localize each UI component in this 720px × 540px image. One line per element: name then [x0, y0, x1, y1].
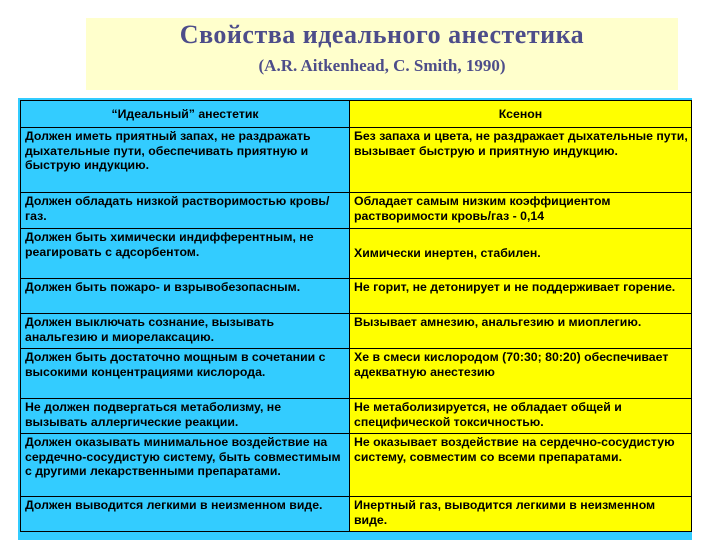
ideal-property-cell: Должен выводится легкими в неизменном виде. [21, 497, 350, 532]
ideal-property-cell: Должен выключать сознание, вызывать анальгезию и миорелаксацию. [21, 314, 350, 349]
page-subtitle: (A.R. Aitkenhead, C. Smith, 1990) [258, 56, 506, 75]
table-row [21, 128, 692, 193]
page-title: Свойства идеального анестетика [179, 20, 585, 49]
table-row [21, 399, 692, 434]
comparison-table [20, 100, 692, 532]
column-header-xenon: Ксенон [350, 101, 692, 128]
ideal-property-cell: Должен быть пожаро- и взрывобезопасным. [21, 279, 350, 314]
xenon-property-cell: Вызывает амнезию, анальгезию и миоплегию. [350, 314, 692, 349]
ideal-property-cell: Не должен подвергаться метаболизму, не вызывать аллергические реакции. [21, 399, 350, 434]
ideal-property-cell: Должен оказывать минимальное воздействие на сердечно-сосудистую систему, быть совместимым с другими лекарственными препаратами. [21, 434, 350, 497]
ideal-property-cell: Должен иметь приятный запах, не раздражать дыхательные пути, обеспечивать приятную и быструю индукцию. [21, 128, 350, 193]
ideal-property-cell: Должен обладать низкой растворимостью кровь/газ. [21, 193, 350, 229]
xenon-property-cell: Без запаха и цвета, не раздражает дыхательные пути, вызывает быструю и приятную индукцию. [350, 128, 692, 193]
xenon-property-cell: Хе в смеси кислородом (70:30; 80:20) обеспечивает адекватную анестезию [350, 349, 692, 399]
table-row [21, 279, 692, 314]
xenon-property-cell: Химически инертен, стабилен. [350, 229, 692, 279]
column-header-ideal: “Идеальный” анестетик [21, 101, 350, 128]
table-row [21, 193, 692, 229]
title-box [86, 18, 678, 90]
xenon-property-cell: Не горит, не детонирует и не поддерживает горение. [350, 279, 692, 314]
comparison-table-container [18, 98, 692, 540]
table-row [21, 434, 692, 497]
table-header-row [21, 101, 692, 128]
xenon-property-cell: Инертный газ, выводится легкими в неизменном виде. [350, 497, 692, 532]
xenon-property-cell: Не метаболизируется, не обладает общей и специфической токсичностью. [350, 399, 692, 434]
xenon-property-cell: Обладает самым низким коэффициентом растворимости кровь/газ - 0,14 [350, 193, 692, 229]
ideal-property-cell: Должен быть химически индифферентным, не реагировать с адсорбентом. [21, 229, 350, 279]
ideal-property-cell: Должен быть достаточно мощным в сочетании с высокими концентрациями кислорода. [21, 349, 350, 399]
table-row [21, 497, 692, 532]
table-row [21, 314, 692, 349]
xenon-property-cell: Не оказывает воздействие на сердечно-сосудистую систему, совместим со всеми препаратами. [350, 434, 692, 497]
table-row [21, 349, 692, 399]
table-row [21, 229, 692, 279]
